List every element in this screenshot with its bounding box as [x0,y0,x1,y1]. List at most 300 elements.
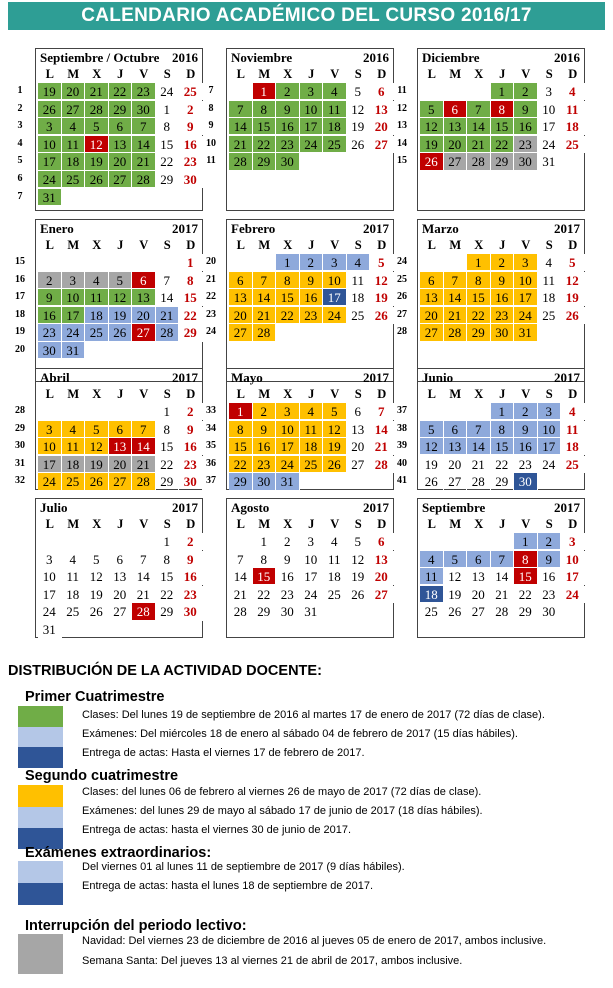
primer-actas-text: Entrega de actas: Hasta el viernes 17 de febrero de 2017. [82,747,365,759]
week-number: 15 [397,155,407,167]
day-cell: 15 [156,136,180,153]
day-cell: 6 [444,421,468,438]
day-cell: 15 [229,438,253,455]
day-cell: 29 [514,603,538,620]
day-cell: 19 [323,438,347,455]
month-header [231,222,389,236]
day-cell: 17 [538,438,562,455]
week-number: 12 [397,102,407,114]
weekday-header: V [330,238,340,252]
day-cell: 8 [156,118,180,135]
day-cell: 27 [467,603,491,620]
weekday-header: J [499,238,506,252]
day-cell: 15 [491,438,515,455]
day-cell: 30 [514,473,538,490]
week-number: 22 [206,291,216,303]
day-cell: 3 [300,533,324,550]
month-header [40,371,198,385]
month-mayo [226,368,394,490]
day-cell: 18 [538,289,562,306]
day-cell: 7 [132,551,156,568]
day-cell: 29 [491,473,515,490]
day-cell: 21 [370,438,394,455]
day-cell: 16 [179,568,203,585]
day-cell: 24 [538,456,562,473]
weekday-header: D [186,387,196,401]
weekday-header: X [92,387,102,401]
swatch-primer-clases [18,706,63,727]
day-cell: 24 [561,586,585,603]
day-cell: 3 [323,254,347,271]
day-cell: 26 [85,603,109,620]
day-cell: 28 [85,101,109,118]
day-cell: 31 [300,603,324,620]
weekday-header: L [45,238,54,252]
day-cell: 1 [514,533,538,550]
day-cell: 25 [62,171,86,188]
calendar-title: CALENDARIO ACADÉMICO DEL CURSO 2016/17 [8,2,605,30]
week-number: 39 [397,440,407,452]
day-cell: 28 [370,456,394,473]
day-cell: 27 [109,603,133,620]
weekday-header: M [449,67,462,81]
day-cell: 28 [229,603,253,620]
day-cell: 10 [538,101,562,118]
day-cell: 25 [323,586,347,603]
day-cell: 2 [276,533,300,550]
day-cell: 21 [467,456,491,473]
day-cell: 28 [229,153,253,170]
day-cell: 2 [514,83,538,100]
month-name: Septiembre / Octubre [40,50,160,65]
day-cell: 8 [276,272,300,289]
day-cell: 1 [491,83,515,100]
day-cell: 23 [514,456,538,473]
day-cell: 8 [467,272,491,289]
month-agosto [226,498,394,638]
day-cell: 8 [229,421,253,438]
day-cell: 7 [467,421,491,438]
swatch-segundo-examenes [18,807,63,828]
day-cell: 10 [38,438,62,455]
weekday-header: M [67,517,80,531]
weekday-header: L [45,387,54,401]
day-cell: 14 [467,438,491,455]
day-cell: 17 [538,118,562,135]
weekday-header: S [163,238,171,252]
day-cell: 5 [109,272,133,289]
weekday-header: X [92,67,102,81]
day-cell: 8 [156,551,180,568]
day-cell: 30 [132,101,156,118]
day-cell: 23 [132,83,156,100]
week-number: 24 [206,326,216,338]
week-number: 33 [206,405,216,416]
day-cell: 24 [323,307,347,324]
weekday-header: X [283,517,293,531]
day-cell: 14 [229,118,253,135]
month-header [231,501,389,515]
day-cell: 3 [561,533,585,550]
day-cell: 10 [38,136,62,153]
day-cell: 11 [420,568,444,585]
day-cell: 5 [85,118,109,135]
day-cell: 16 [276,568,300,585]
day-cell: 15 [467,289,491,306]
day-cell: 31 [62,342,86,359]
day-cell: 8 [253,101,277,118]
day-cell: 8 [491,101,515,118]
day-cell: 4 [561,403,585,420]
day-cell: 4 [62,421,86,438]
day-cell: 15 [156,568,180,585]
weekday-header: V [330,387,340,401]
day-cell: 13 [347,421,371,438]
day-cell: 27 [109,171,133,188]
day-cell: 22 [156,586,180,603]
day-cell: 18 [300,438,324,455]
day-cell: 5 [347,533,371,550]
day-cell: 6 [109,118,133,135]
day-cell: 20 [62,83,86,100]
day-cell: 26 [85,171,109,188]
day-cell: 4 [420,551,444,568]
day-cell: 5 [561,254,585,271]
month-header [422,222,580,236]
day-cell: 3 [300,83,324,100]
day-cell: 7 [491,551,515,568]
day-cell: 18 [62,153,86,170]
day-cell: 27 [229,324,253,341]
day-cell: 19 [85,456,109,473]
day-cell: 22 [467,307,491,324]
day-cell: 23 [179,153,203,170]
month-year: 2016 [363,50,389,65]
day-cell: 26 [420,153,444,170]
day-cell: 9 [300,272,324,289]
weekday-header: M [258,238,271,252]
week-number: 34 [206,422,216,434]
day-cell: 23 [253,456,277,473]
weekday-header: M [258,517,271,531]
day-cell: 5 [347,83,371,100]
day-cell: 25 [62,603,86,620]
swatch-segundo-clases [18,785,63,807]
day-cell: 12 [444,568,468,585]
primer-examenes-text: Exámenes: Del miércoles 18 de enero al sábado 04 de febrero de 2017 (15 días hábiles). [82,728,518,740]
day-cell: 21 [132,456,156,473]
day-cell: 1 [229,403,253,420]
day-cell: 16 [179,438,203,455]
day-cell: 5 [420,421,444,438]
day-cell: 16 [514,118,538,135]
day-cell: 21 [156,307,180,324]
weekday-header: L [236,238,245,252]
segundo-clases-text: Clases: del lunes 06 de febrero al viernes 26 de mayo de 2017 (72 días de clase). [82,786,482,798]
day-cell: 29 [467,324,491,341]
day-cell: 15 [514,568,538,585]
week-number: 30 [15,440,25,452]
day-cell: 18 [561,118,585,135]
weekday-header: D [377,517,387,531]
weekday-header: L [236,387,245,401]
month-year: 2017 [172,370,198,385]
weekday-header: S [545,67,553,81]
day-cell: 29 [109,101,133,118]
day-cell: 1 [491,403,515,420]
day-cell: 28 [132,171,156,188]
weekday-header: X [92,238,102,252]
day-cell: 4 [561,83,585,100]
extra-examenes-text: Del viernes 01 al lunes 11 de septiembre de 2017 (9 días hábiles). [82,861,405,873]
day-cell: 17 [300,118,324,135]
weekday-header: S [354,517,362,531]
day-cell: 20 [109,586,133,603]
day-cell: 14 [229,568,253,585]
day-cell: 31 [38,621,62,638]
month-header [231,51,389,65]
day-cell: 3 [38,118,62,135]
swatch-primer-actas [18,747,63,768]
day-cell: 21 [229,586,253,603]
day-cell: 2 [38,272,62,289]
legend [0,655,613,988]
week-number: 27 [397,308,407,320]
day-cell: 22 [109,83,133,100]
day-cell: 26 [85,473,109,490]
week-number: 38 [397,422,407,434]
month-name: Junio [422,370,454,385]
day-cell: 1 [156,403,180,420]
month-year: 2017 [554,500,580,515]
day-cell: 26 [561,307,585,324]
day-cell: 8 [156,421,180,438]
day-cell: 9 [253,421,277,438]
day-cell: 20 [370,568,394,585]
weekday-header: V [139,238,149,252]
weekday-header: J [308,238,315,252]
day-cell: 13 [444,118,468,135]
day-cell: 27 [109,473,133,490]
day-cell: 18 [420,586,444,603]
day-cell: 2 [179,403,203,420]
day-cell: 4 [62,551,86,568]
week-number: 21 [206,273,216,285]
day-cell: 13 [132,289,156,306]
day-cell: 25 [323,136,347,153]
week-number: 11 [206,155,216,167]
weekday-header: D [568,67,578,81]
extra-actas-text: Entrega de actas: hasta el lunes 18 de septiembre de 2017. [82,880,374,892]
segundo-actas-text: Entrega de actas: hasta el viernes 30 de junio de 2017. [82,824,352,836]
day-cell: 25 [420,603,444,620]
week-number: 9 [208,120,214,132]
month-septiembre [417,498,585,638]
navidad-text: Navidad: Del viernes 23 de diciembre de 2016 al jueves 05 de enero de 2017, ambos inclusive. [82,935,547,947]
day-cell: 23 [179,586,203,603]
month-name: Abril [40,370,70,385]
day-cell: 12 [370,272,394,289]
day-cell: 15 [276,289,300,306]
day-cell: 28 [253,324,277,341]
swatch-extra-examenes [18,861,63,883]
day-cell: 22 [514,586,538,603]
week-number: 11 [397,85,407,96]
weekday-header: L [427,67,436,81]
weekday-header: X [474,517,484,531]
month-enero [35,219,203,382]
day-cell: 22 [156,456,180,473]
weekday-header: J [499,387,506,401]
weekday-header: D [377,238,387,252]
day-cell: 7 [253,272,277,289]
day-cell: 22 [253,586,277,603]
day-cell: 10 [62,289,86,306]
day-cell: 13 [109,136,133,153]
day-cell: 2 [253,403,277,420]
day-cell: 17 [514,289,538,306]
week-number: 17 [15,291,25,303]
day-cell: 10 [514,272,538,289]
day-cell: 24 [38,171,62,188]
day-cell: 7 [467,101,491,118]
day-cell: 17 [323,289,347,306]
day-cell: 12 [85,438,109,455]
day-cell: 22 [253,136,277,153]
day-cell: 25 [85,324,109,341]
weekday-header: D [377,67,387,81]
weekday-header: L [427,517,436,531]
day-cell: 24 [62,324,86,341]
weekday-header: J [308,67,315,81]
week-number: 6 [17,173,23,184]
day-cell: 28 [467,153,491,170]
day-cell: 11 [85,289,109,306]
day-cell: 13 [444,438,468,455]
semana-santa-text: Semana Santa: Del jueves 13 al viernes 21 de abril de 2017, ambos inclusive. [82,955,463,967]
day-cell: 8 [491,421,515,438]
day-cell: 6 [467,551,491,568]
weekday-header: J [499,67,506,81]
day-cell: 5 [85,421,109,438]
day-cell: 11 [561,421,585,438]
day-cell: 17 [276,438,300,455]
day-cell: 23 [276,586,300,603]
weekday-header: D [568,517,578,531]
weekday-header: X [283,387,293,401]
day-cell: 6 [444,101,468,118]
day-cell: 11 [561,101,585,118]
week-number: 29 [15,422,25,434]
day-cell: 28 [444,324,468,341]
day-cell: 15 [253,118,277,135]
day-cell: 20 [444,136,468,153]
month-name: Julio [40,500,68,515]
day-cell: 31 [38,189,62,206]
week-number: 24 [397,256,407,267]
day-cell: 5 [420,101,444,118]
day-cell: 13 [370,101,394,118]
day-cell: 29 [156,473,180,490]
day-cell: 31 [514,324,538,341]
day-cell: 27 [132,324,156,341]
day-cell: 10 [561,551,585,568]
day-cell: 30 [538,603,562,620]
month-name: Marzo [422,221,459,236]
weekday-header: M [258,387,271,401]
day-cell: 26 [38,101,62,118]
day-cell: 22 [156,153,180,170]
day-cell: 7 [156,272,180,289]
day-cell: 11 [323,101,347,118]
day-cell: 26 [109,324,133,341]
weekday-header: L [236,517,245,531]
day-cell: 9 [38,289,62,306]
day-cell: 25 [561,136,585,153]
weekday-header: V [521,517,531,531]
day-cell: 6 [109,421,133,438]
day-cell: 20 [132,307,156,324]
day-cell: 29 [156,171,180,188]
day-cell: 16 [253,438,277,455]
month-name: Septiembre [422,500,486,515]
day-cell: 21 [491,586,515,603]
weekday-header: J [117,238,124,252]
day-cell: 20 [444,456,468,473]
month-name: Agosto [231,500,270,515]
weekday-header: D [377,387,387,401]
day-cell: 14 [132,136,156,153]
day-cell: 21 [253,307,277,324]
day-cell: 2 [300,254,324,271]
weekday-header: M [67,387,80,401]
day-cell: 3 [38,551,62,568]
day-cell: 26 [323,456,347,473]
day-cell: 6 [109,551,133,568]
weekday-header: M [258,67,271,81]
weekday-header: S [354,67,362,81]
month-year: 2016 [554,50,580,65]
weekday-header: S [545,238,553,252]
month-year: 2017 [363,221,389,236]
weekday-header: M [449,517,462,531]
day-cell: 30 [179,603,203,620]
day-cell: 11 [538,272,562,289]
day-cell: 12 [347,551,371,568]
day-cell: 7 [132,118,156,135]
weekday-header: M [67,67,80,81]
month-header [40,222,198,236]
day-cell: 28 [156,324,180,341]
weekday-header: L [45,67,54,81]
day-cell: 10 [300,551,324,568]
day-cell: 12 [323,421,347,438]
day-cell: 25 [347,307,371,324]
day-cell: 11 [62,438,86,455]
month-header [422,51,580,65]
day-cell: 23 [491,307,515,324]
weekday-header: V [521,387,531,401]
day-cell: 19 [347,568,371,585]
day-cell: 19 [85,153,109,170]
day-cell: 25 [62,473,86,490]
day-cell: 17 [38,456,62,473]
weekday-header: V [139,67,149,81]
day-cell: 18 [323,568,347,585]
day-cell: 5 [323,403,347,420]
day-cell: 24 [538,136,562,153]
day-cell: 19 [38,83,62,100]
